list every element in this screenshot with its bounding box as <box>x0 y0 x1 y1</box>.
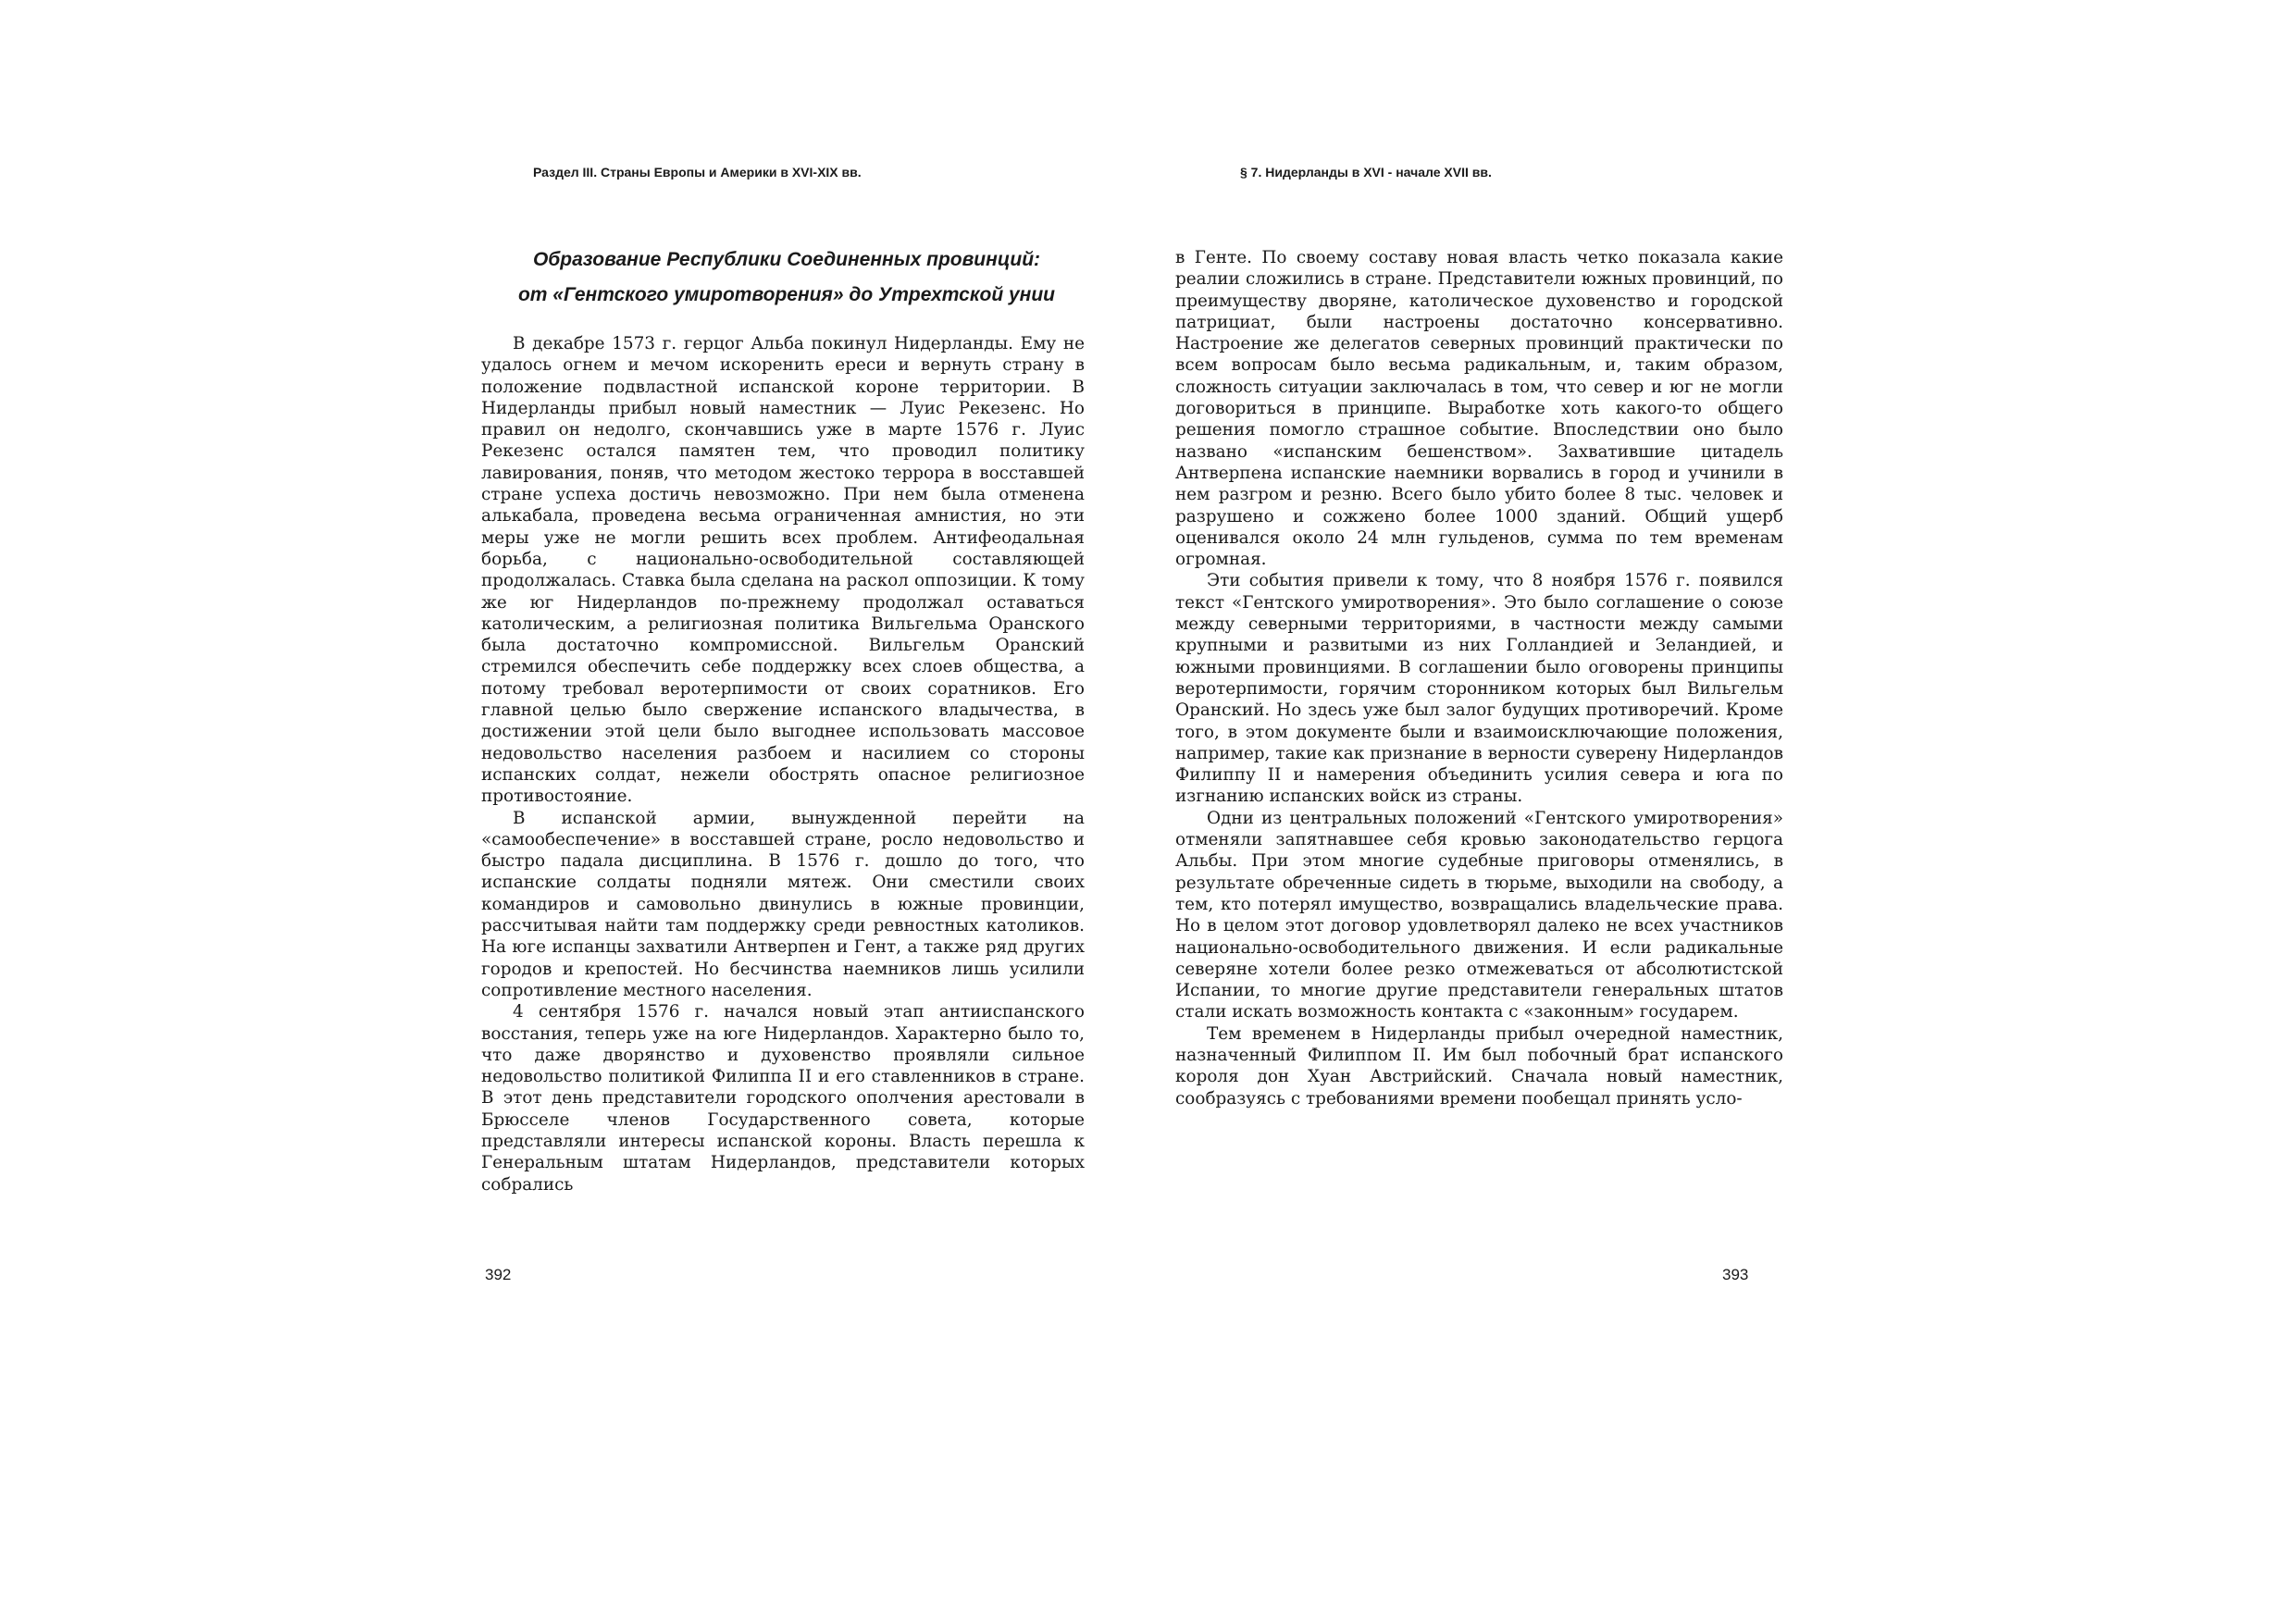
page-number-left: 392 <box>485 1266 512 1283</box>
paragraph: Тем временем в Нидерланды прибыл очередной наместник, назначенный Филиппом II. Им был побочный брат испанского короля дон Хуан Австрийский. Сначала новый наместник, сообразуясь с требованиями времени пообещал принять усло- <box>1175 1023 1783 1109</box>
paragraph: в Генте. По своему составу новая власть четко показала какие реалии сложились в стране. Представители южных провинций, по преимуществу дворяне, католическое духовенство и городской патрициат, были настроены достаточно консервативно. Настроение же делегатов северных провинций практически по всем вопросам было весьма радикальным, и, таким образом, сложность ситуации заключалась в том, что север и юг не могли договориться в принципе. Выработке хоть какого-то общего решения помогло страшное событие. Впоследствии оно было названо «испанским бешенством». Захватившие цитадель Антверпена испанские наемники ворвались в город и учинили в нем разгром и резню. Всего было убито более 8 тыс. человек и разрушено и сожжено более 1000 зданий. Общий ущерб оценивался около 24 млн гульденов, сумма по тем временам огромная. <box>1175 248 1783 570</box>
running-head-right: § 7. Нидерланды в XVI - начале XVII вв. <box>1240 165 1492 180</box>
left-page <box>472 0 1101 1623</box>
right-page <box>1175 0 1805 1623</box>
body-text-left <box>481 333 1085 1196</box>
running-head-left: Раздел III. Страны Европы и Америки в XVI-XIX вв. <box>533 165 862 180</box>
paragraph: Эти события привели к тому, что 8 ноября 1576 г. появился текст «Гентского умиротворения». Это было соглашение о союзе между северными территориями, в частности между самыми крупными и развитыми из них Голландией и Зеландией, и южными провинциями. В соглашении было оговорены принципы веротерпимости, горячим сторонником которых был Вильгельм Оранский. Но здесь уже был залог будущих противоречий. Кроме того, в этом документе были и взаимоисключающие положения, например, такие как признание в верности суверену Нидерландов Филиппу II и намерения объединить усилия севера и юга по изгнанию испанских войск из страны. <box>1175 571 1783 807</box>
body-text-right <box>1175 247 1783 1109</box>
section-title-line-2: от «Гентского умиротворения» до Утрехтской унии <box>517 284 1056 305</box>
section-title-line-1: Образование Республики Соединенных провинций: <box>532 249 1041 270</box>
section-title <box>472 242 1101 313</box>
paragraph: Одни из центральных положений «Гентского умиротворения» отменяли запятнавшее себя кровью законодательство герцога Альбы. При этом многие судебные приговоры отменялись, в результате обреченные сидеть в тюрьме, выходили на свободу, а тем, кто потерял имущество, возвращались владельческие права. Но в целом этот договор удовлетворял далеко не всех участников национально-освободительного движения. И если радикальные северяне хотели более резко отмежеваться от абсолютистской Испании, то многие другие представители генеральных штатов стали искать возможность контакта с «законным» государем. <box>1175 808 1783 1022</box>
paragraph: 4 сентября 1576 г. начался новый этап антииспанского восстания, теперь уже на юге Нидерландов. Характерно было то, что даже дворянство и духовенство проявляли сильное недовольство политикой Филиппа II и его ставленников в стране. В этот день представители городского ополчения арестовали в Брюсселе членов Государственного совета, которые представляли интересы испанской короны. Власть перешла к Генеральным штатам Нидерландов, представители которых собрались <box>481 1002 1085 1195</box>
paragraph: В декабре 1573 г. герцог Альба покинул Нидерланды. Ему не удалось огнем и мечом искоренить ереси и вернуть страну в положение подвластной испанской короне территории. В Нидерланды прибыл новый наместник — Луис Рекезенс. Но правил он недолго, скончавшись уже в марте 1576 г. Луис Рекезенс остался памятен тем, что проводил политику лавирования, поняв, что методом жестоко террора в восставшей стране успеха достичь невозможно. При нем была отменена алькабала, проведена весьма ограниченная амнистия, но эти меры уже не могли решить всех проблем. Антифеодальная борьба, с национально-освободительной составляющей продолжалась. Ставка была сделана на раскол оппозиции. К тому же юг Нидерландов по-прежнему продолжал оставаться католическим, а религиозная политика Вильгельма Оранского была достаточно компромиссной. Вильгельм Оранский стремился обеспечить себе поддержку всех слоев общества, а потому требовал веротерпимости от своих соратников. Его главной целью было свержение испанского владычества, в достижении этой цели было выгоднее использовать массовое недовольство населения разбоем и насилием со стороны испанских солдат, нежели обострять опасное религиозное противостояние. <box>481 334 1085 807</box>
page-number-right: 393 <box>1722 1266 1749 1283</box>
paragraph: В испанской армии, вынужденной перейти на «самообеспечение» в восставшей стране, росло недовольство и быстро падала дисциплина. В 1576 г. дошло до того, что испанские солдаты подняли мятеж. Они сместили своих командиров и самовольно двинулись в южные провинции, рассчитывая найти там поддержку среди ревностных католиков. На юге испанцы захватили Антверпен и Гент, а также ряд других городов и крепостей. Но бесчинства наемников лишь усилили сопротивление местного населения. <box>481 808 1085 1000</box>
